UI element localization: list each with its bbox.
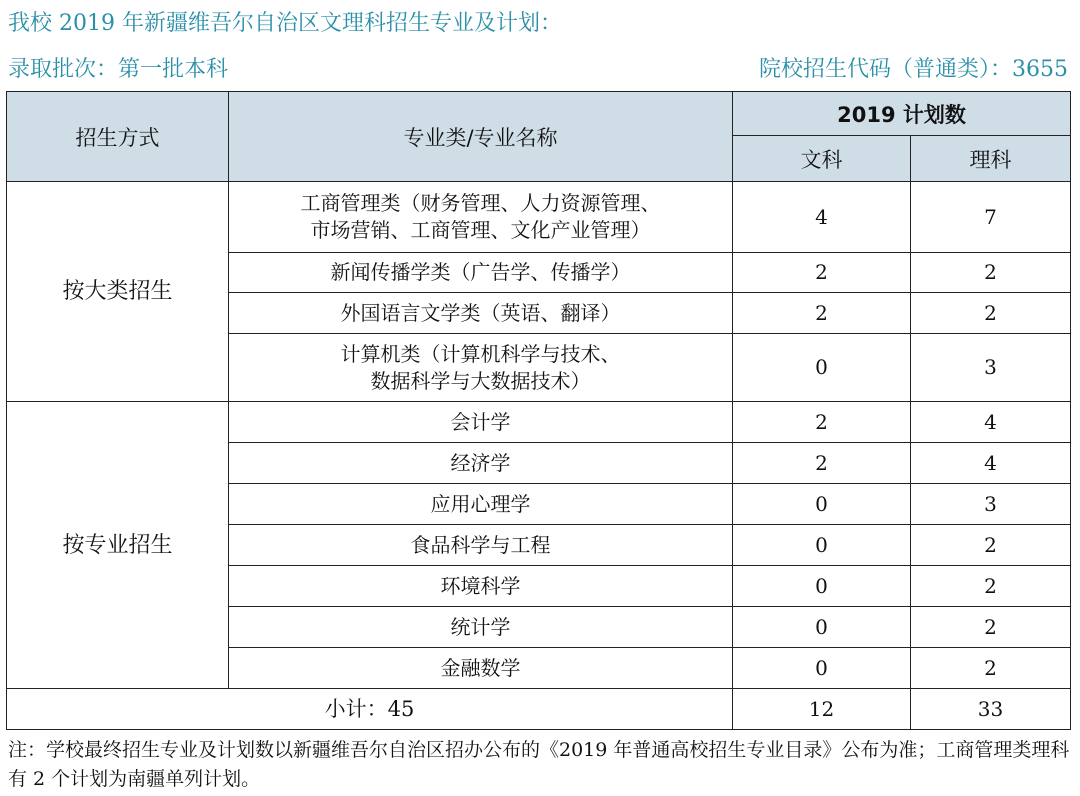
arts-count: 0 [733, 525, 911, 566]
science-count: 3 [911, 334, 1071, 402]
major-name: 统计学 [229, 607, 733, 648]
group-label-category: 按大类招生 [7, 182, 229, 402]
major-name: 会计学 [229, 402, 733, 443]
arts-count: 2 [733, 443, 911, 484]
subtotal-science: 33 [911, 689, 1071, 730]
science-count: 3 [911, 484, 1071, 525]
major-name: 环境科学 [229, 566, 733, 607]
footnote: 注：学校最终招生专业及计划数以新疆维吾尔自治区招办公布的《2019 年普通高校招生专业目录》公布为准；工商管理类理科有 2 个计划为南疆单列计划。 [8, 739, 1070, 790]
major-name-cell [229, 334, 733, 402]
major-name: 工商管理类（财务管理、人力资源管理、 [300, 191, 661, 215]
major-name-cont: 数据科学与大数据技术） [370, 368, 591, 393]
major-name: 食品科学与工程 [229, 525, 733, 566]
page-title: 我校 2019 年新疆维吾尔自治区文理科招生专业及计划： [8, 11, 562, 36]
header-row-1 [7, 92, 1071, 136]
arts-count: 0 [733, 484, 911, 525]
subtotal-arts: 12 [733, 689, 911, 730]
major-name-cell [229, 182, 733, 253]
science-count: 2 [911, 607, 1071, 648]
science-count: 2 [911, 566, 1071, 607]
institution-code: 院校招生代码（普通类）：3655 [759, 57, 1068, 82]
science-count: 7 [911, 182, 1071, 253]
science-count: 2 [911, 293, 1071, 334]
header-science: 理科 [911, 136, 1071, 182]
enrollment-plan-table [6, 91, 1071, 730]
table-row [7, 182, 1071, 253]
header-major: 专业类/专业名称 [229, 92, 733, 182]
major-name: 计算机类（计算机科学与技术、 [340, 341, 621, 366]
header-plan: 2019 计划数 [733, 92, 1071, 136]
arts-count: 2 [733, 293, 911, 334]
subtotal-row [7, 689, 1071, 730]
science-count: 2 [911, 525, 1071, 566]
arts-count: 2 [733, 253, 911, 293]
subtotal-label: 小计：45 [7, 689, 733, 730]
major-name-cont: 市场营销、工商管理、文化产业管理） [310, 218, 651, 242]
major-name: 外国语言文学类（英语、翻译） [229, 293, 733, 334]
science-count: 4 [911, 402, 1071, 443]
arts-count: 2 [733, 402, 911, 443]
arts-count: 0 [733, 648, 911, 689]
major-name: 经济学 [229, 443, 733, 484]
science-count: 2 [911, 253, 1071, 293]
science-count: 2 [911, 648, 1071, 689]
arts-count: 4 [733, 182, 911, 253]
admission-batch: 录取批次：第一批本科 [8, 57, 229, 82]
major-name: 金融数学 [229, 648, 733, 689]
header-method: 招生方式 [7, 92, 229, 182]
arts-count: 0 [733, 566, 911, 607]
header-arts: 文科 [733, 136, 911, 182]
table-row [7, 402, 1071, 443]
major-name: 新闻传播学类（广告学、传播学） [229, 253, 733, 293]
arts-count: 0 [733, 334, 911, 402]
group-label-major: 按专业招生 [7, 402, 229, 689]
major-name: 应用心理学 [229, 484, 733, 525]
arts-count: 0 [733, 607, 911, 648]
science-count: 4 [911, 443, 1071, 484]
